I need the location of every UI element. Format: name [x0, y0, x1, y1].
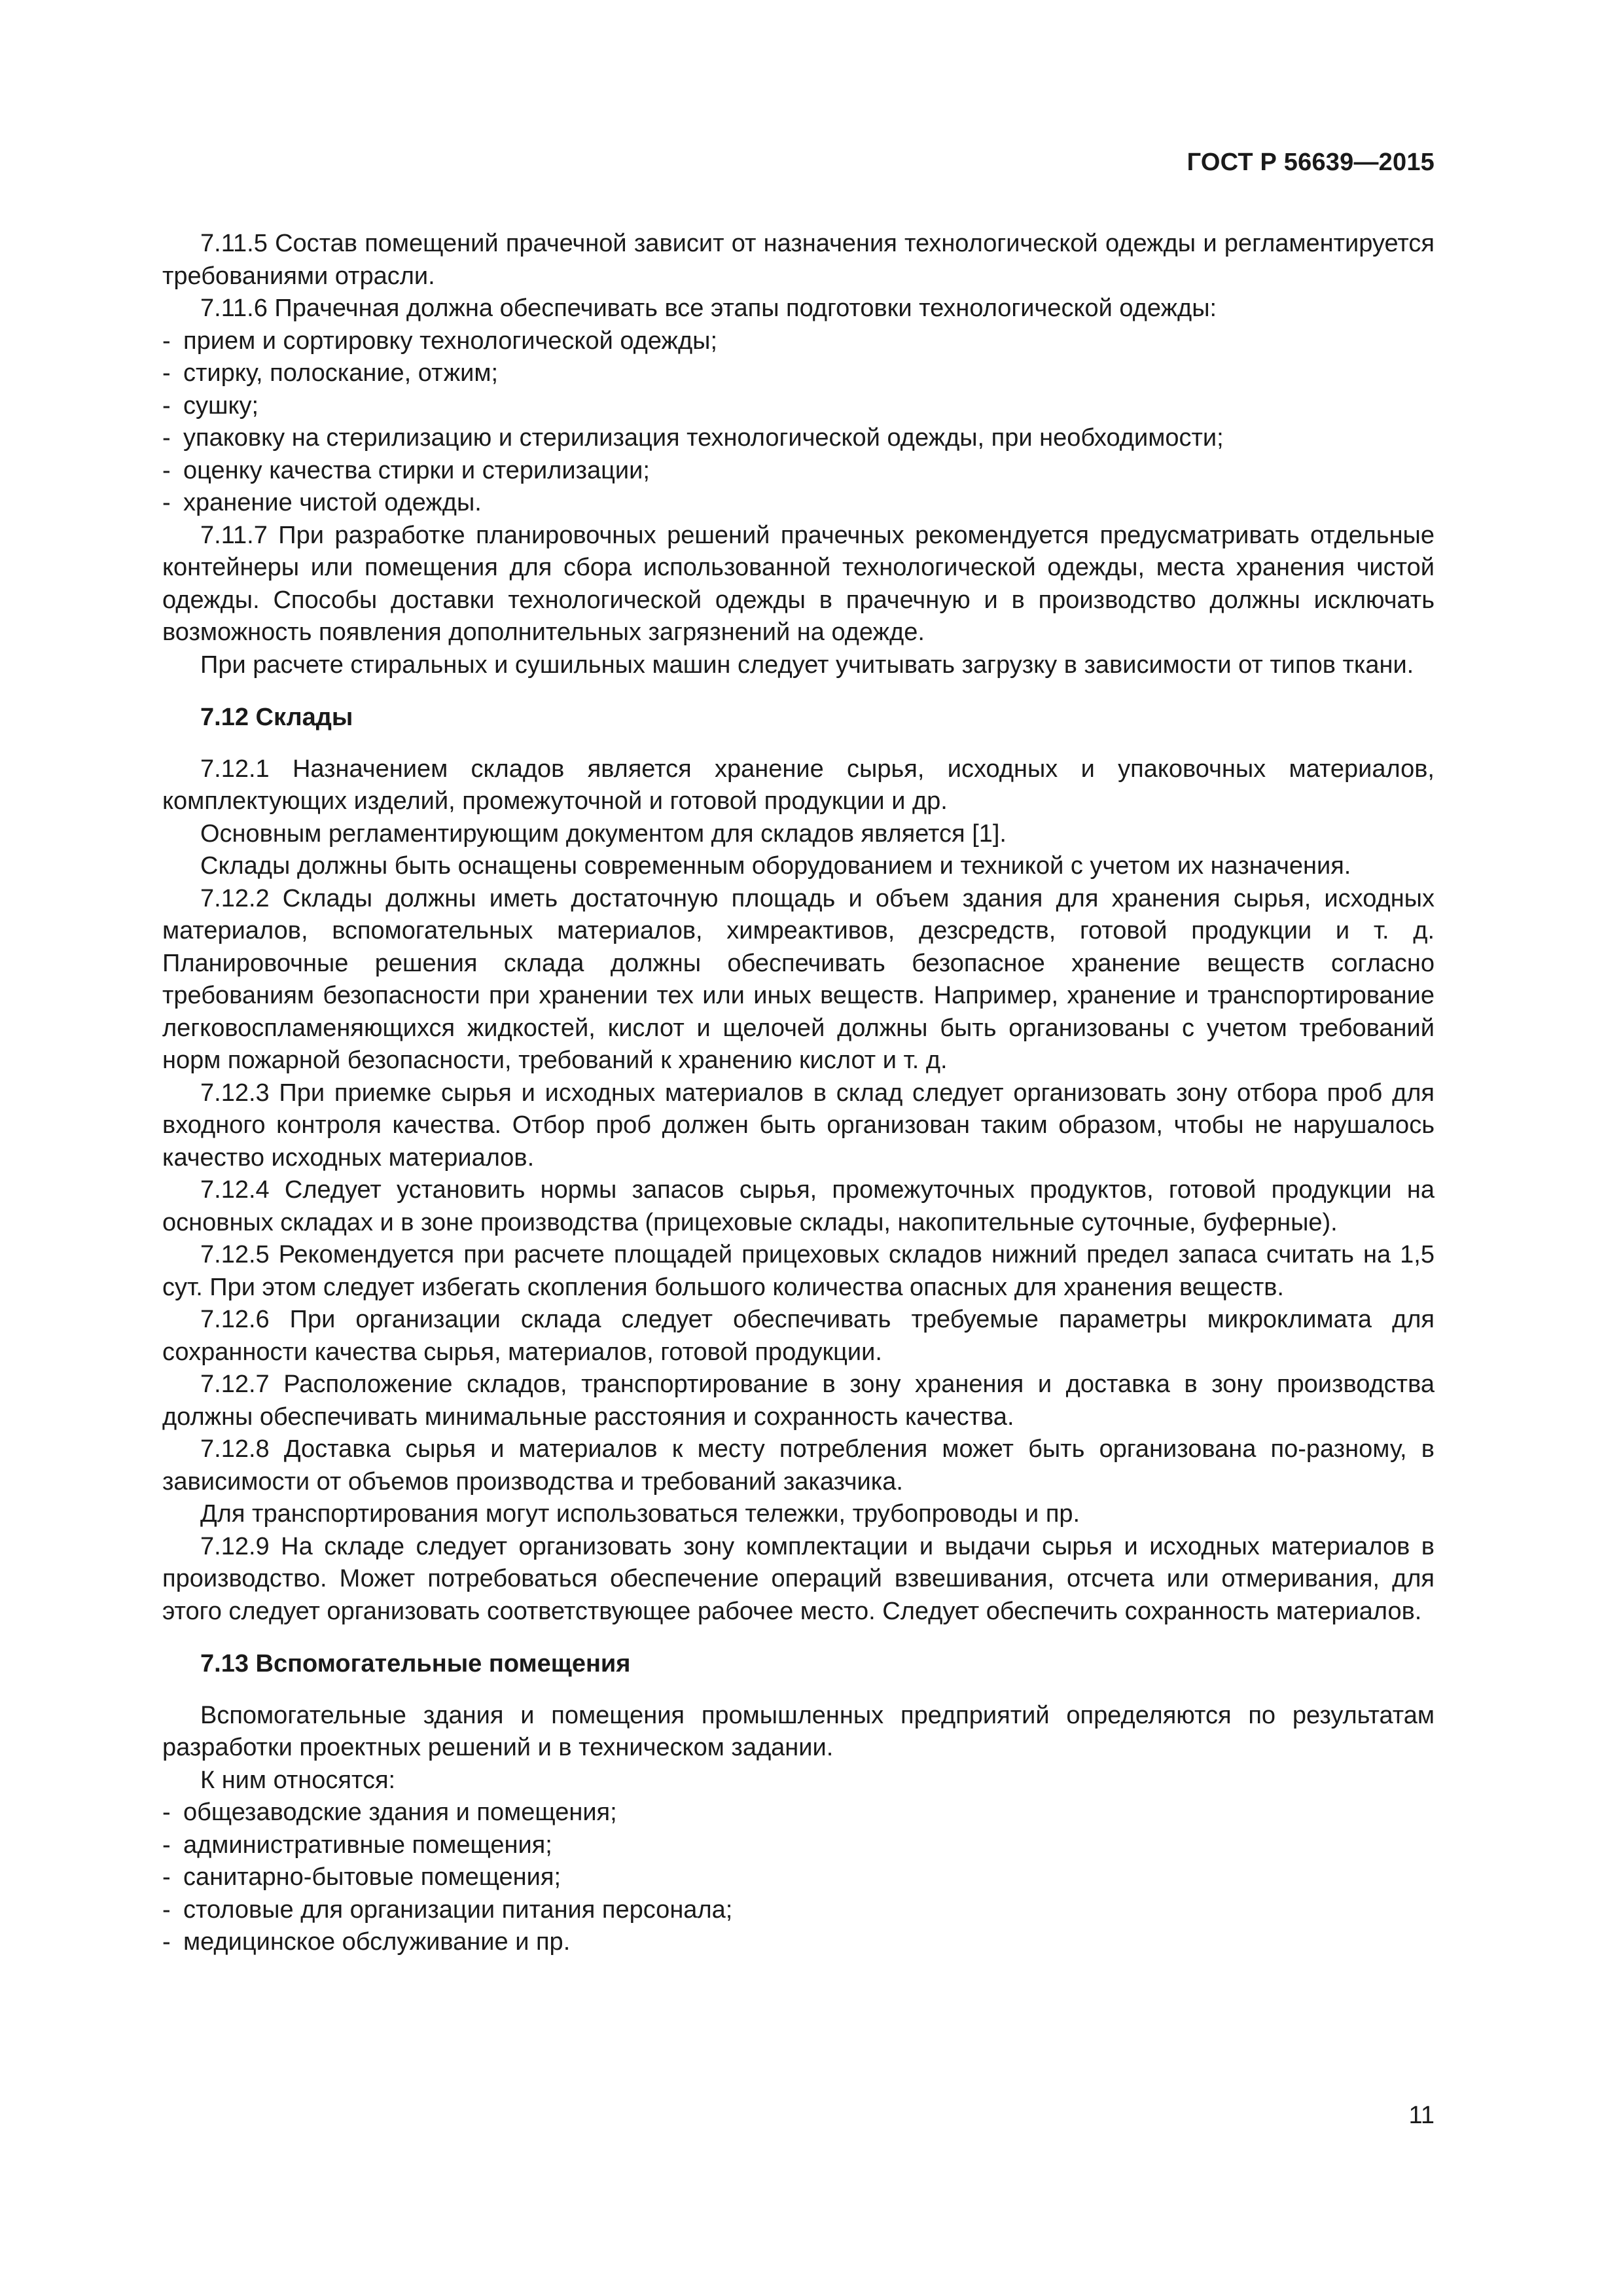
list-item	[162, 390, 1435, 423]
paragraph-7-13-list-intro: К ним относятся:	[200, 1766, 396, 1794]
paragraph-7-12-1-equipment: Склады должны быть оснащены современным оборудованием и техникой с учетом их назначения.	[200, 852, 1351, 880]
paragraph-7-12-9: 7.12.9 На складе следует организовать зону комплектации и выдачи сырья и исходных материалов в производство. Может потребоваться обеспечение операций взвешивания, отсчета или отмеривания, для этого следует организовать соответствующее рабочее место. Следует обеспечить сохранность материалов.	[162, 1532, 1435, 1625]
list-item	[162, 455, 1435, 488]
list-item-text: сушку;	[183, 391, 259, 420]
list-dash: -	[162, 456, 171, 484]
list-item	[162, 325, 1435, 358]
list-item	[162, 1861, 1435, 1894]
paragraph-7-11-5: 7.11.5 Состав помещений прачечной зависит от назначения технологической одежды и регламентируется требованиями отрасли.	[162, 230, 1435, 290]
paragraph-7-12-8-transport: Для транспортирования могут использоваться тележки, трубопроводы и пр.	[200, 1500, 1080, 1528]
list-item	[162, 357, 1435, 390]
paragraph-7-12-6: 7.12.6 При организации склада следует обеспечивать требуемые параметры микроклимата для сохранности качества сырья, материалов, готовой продукции.	[162, 1306, 1435, 1366]
list-dash: -	[162, 489, 171, 516]
paragraph-7-12-5: 7.12.5 Рекомендуется при расчете площадей прицеховых складов нижний предел запаса считать на 1,5 сут. При этом следует избегать скопления большого количества опасных для хранения веществ.	[162, 1241, 1435, 1301]
list-dash: -	[162, 327, 171, 355]
paragraph-7-12-1: 7.12.1 Назначением складов является хранение сырья, исходных и упаковочных материалов, комплектующих изделий, промежуточной и готовой продукции и др.	[162, 755, 1435, 815]
paragraph-7-12-3: 7.12.3 При приемке сырья и исходных материалов в склад следует организовать зону отбора проб для входного контроля качества. Отбор проб должен быть организован таким образом, чтобы не нарушалось качество исходных материалов.	[162, 1079, 1435, 1172]
list-item	[162, 1894, 1435, 1927]
list-item-text: хранение чистой одежды.	[183, 489, 482, 516]
paragraph-7-12-4: 7.12.4 Следует установить нормы запасов сырья, промежуточных продуктов, готовой продукции на основных складах и в зоне производства (прицеховые склады, накопительные суточные, буферные).	[162, 1176, 1435, 1236]
list-dash: -	[162, 1799, 171, 1826]
list-item-text: общезаводские здания и помещения;	[183, 1799, 617, 1826]
paragraph-7-12-2: 7.12.2 Склады должны иметь достаточную площадь и объем здания для хранения сырья, исходных материалов, вспомогательных материалов, химреактивов, дезсредств, готовой продукции и т. д. Планировочные решения склада должны обеспечивать безопасное хранение веществ согласно требованиям безопасности при хранении тех или иных веществ. Например, хранение и транспортирование легковоспламеняющихся жидкостей, кислот и щелочей должны быть организованы с учетом требований норм пожарной безопасности, требований к хранению кислот и т. д.	[162, 884, 1435, 1074]
list-item-text: столовые для организации питания персонала;	[183, 1895, 733, 1924]
list-dash: -	[162, 1863, 171, 1891]
document-body	[162, 228, 1435, 1959]
list-item-text: медицинское обслуживание и пр.	[183, 1928, 571, 1956]
auxiliary-premises-list	[162, 1797, 1435, 1959]
list-dash: -	[162, 1831, 171, 1859]
list-item-text: административные помещения;	[183, 1831, 552, 1859]
list-item	[162, 1797, 1435, 1829]
list-item	[162, 422, 1435, 455]
list-item	[162, 1829, 1435, 1862]
section-heading-7-13: 7.13 Вспомогательные помещения	[200, 1650, 631, 1677]
list-item-text: упаковку на стерилизацию и стерилизация технологической одежды, при необходимости;	[183, 424, 1224, 452]
paragraph-7-11-7-machines: При расчете стиральных и сушильных машин следует учитывать загрузку в зависимости от типов ткани.	[200, 651, 1414, 679]
list-dash: -	[162, 424, 171, 452]
paragraph-7-12-7: 7.12.7 Расположение складов, транспортирование в зону хранения и доставка в зону производства должны обеспечивать минимальные расстояния и сохранность качества.	[162, 1371, 1435, 1431]
list-item	[162, 487, 1435, 520]
list-item	[162, 1926, 1435, 1959]
list-item-text: оценку качества стирки и стерилизации;	[183, 456, 650, 484]
list-item-text: прием и сортировку технологической одежды;	[183, 327, 718, 355]
paragraph-7-11-7: 7.11.7 При разработке планировочных решений прачечных рекомендуется предусматривать отдельные контейнеры или помещения для сбора использованной технологической одежды, места хранения чистой одежды. Способы доставки технологической одежды в прачечную и в производство должны исключать возможность появления дополнительных загрязнений на одежде.	[162, 521, 1435, 646]
paragraph-7-12-8: 7.12.8 Доставка сырья и материалов к месту потребления может быть организована по-разному, в зависимости от объемов производства и требований заказчика.	[162, 1435, 1435, 1496]
list-item-text: санитарно-бытовые помещения;	[183, 1863, 562, 1891]
paragraph-7-13-intro: Вспомогательные здания и помещения промышленных предприятий определяются по результатам разработки проектных решений и в техническом задании.	[162, 1701, 1435, 1761]
section-heading-7-12: 7.12 Склады	[200, 704, 353, 731]
list-dash: -	[162, 359, 171, 387]
list-dash: -	[162, 1895, 171, 1924]
list-dash: -	[162, 391, 171, 420]
list-item-text: стирку, полоскание, отжим;	[183, 359, 499, 387]
paragraph-7-12-1-regulation: Основным регламентирующим документом для складов является [1].	[200, 819, 1007, 848]
paragraph-7-11-6: 7.11.6 Прачечная должна обеспечивать все этапы подготовки технологической одежды:	[200, 295, 1217, 322]
document-code: ГОСТ Р 56639—2015	[1186, 149, 1435, 176]
list-dash: -	[162, 1928, 171, 1956]
laundry-stages-list	[162, 325, 1435, 520]
page-number: 11	[1408, 2102, 1435, 2129]
